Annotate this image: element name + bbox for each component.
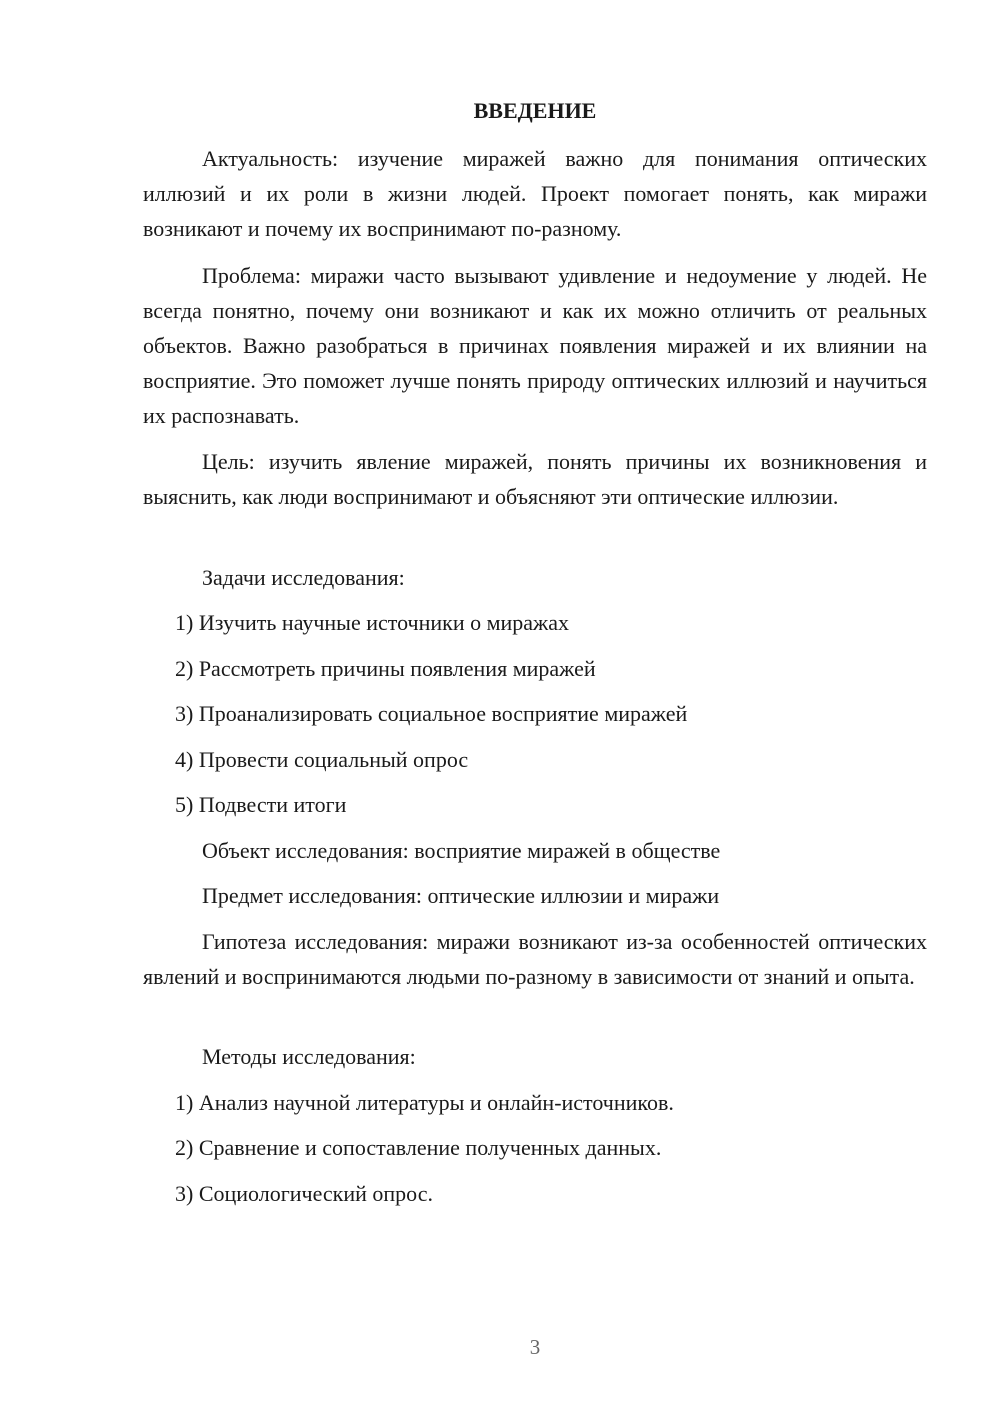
task-item: 1) Изучить научные источники о миражах [175,610,570,635]
task-item: 3) Проанализировать социальное восприятие миражей [175,701,688,726]
methods-heading: Методы исследования: [202,1044,416,1069]
goal-paragraph: Цель: изучить явление миражей, понять причины их возникновения и выяснить, как люди воспринимают и объясняют эти оптические иллюзии. [143,449,927,509]
page-number: 3 [529,1335,541,1359]
document-page [143,0,927,1414]
method-item: 1) Анализ научной литературы и онлайн-источников. [175,1090,674,1115]
method-item: 2) Сравнение и сопоставление полученных данных. [175,1135,662,1160]
task-item: 5) Подвести итоги [175,792,347,817]
hypothesis-paragraph: Гипотеза исследования: миражи возникают из-за особенностей оптических явлений и воспринимаются людьми по-разному в зависимости от знаний и опыта. [143,929,927,989]
section-title: ВВЕДЕНИЕ [473,98,597,123]
subject-line: Предмет исследования: оптические иллюзии и миражи [202,883,720,908]
task-item: 2) Рассмотреть причины появления миражей [175,656,596,681]
tasks-heading: Задачи исследования: [202,565,405,590]
method-item: 3) Социологический опрос. [175,1181,433,1206]
task-item: 4) Провести социальный опрос [175,747,469,772]
object-line: Объект исследования: восприятие миражей в обществе [202,838,721,863]
problem-paragraph: Проблема: миражи часто вызывают удивление и недоумение у людей. Не всегда понятно, почему они возникают и как их можно отличить от реальных объектов. Важно разобраться в причинах появления миражей и их влиянии на восприятие. Это поможет лучше понять природу оптических иллюзий и научиться их распознавать. [143,263,927,428]
relevance-paragraph: Актуальность: изучение миражей важно для понимания оптических иллюзий и их роли в жизни людей. Проект помогает понять, как миражи возникают и почему их воспринимают по-разному. [143,146,927,241]
